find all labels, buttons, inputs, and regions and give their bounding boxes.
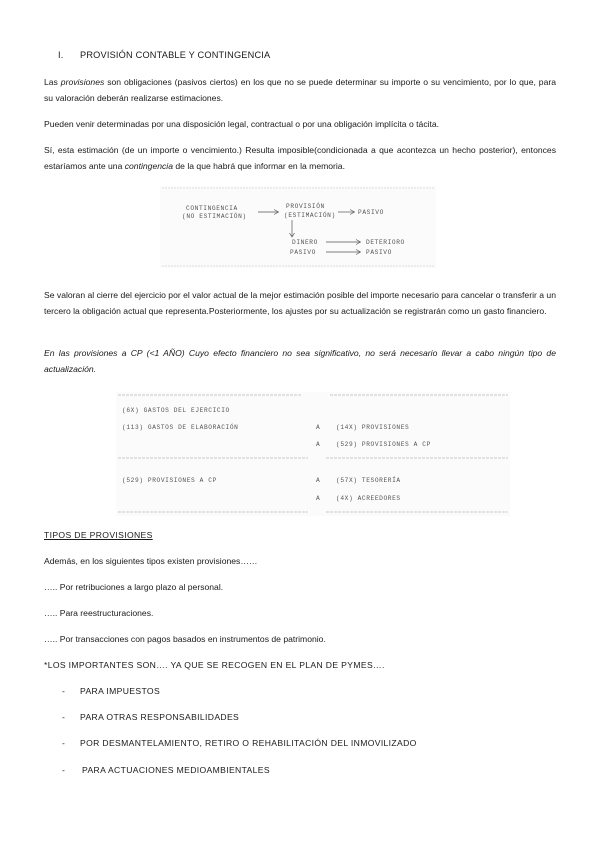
journal-row3-mid: A bbox=[316, 441, 321, 448]
journal-row5-right: (4X) ACREEDORES bbox=[336, 495, 401, 502]
diagram1-bottom-right-line2: PASIVO bbox=[366, 249, 392, 256]
tipo-item-retribuciones: ….. Por retribuciones a largo plazo al personal. bbox=[44, 582, 224, 592]
heading-number: I. bbox=[58, 50, 64, 60]
diagram1-left-line2: (NO ESTIMACIÓN) bbox=[182, 213, 247, 220]
diagram1-bottom-right-line1: DETERIORO bbox=[366, 239, 405, 246]
bullet-item-desmantelamiento: - POR DESMANTELAMIENTO, RETIRO O REHABILITACIÓN DEL INMOVILIZADO bbox=[62, 738, 417, 748]
journal-row4-right: (57X) TESORERÍA bbox=[336, 477, 401, 484]
paragraph-provisiones: Las provisiones son obligaciones (pasivos ciertos) en los que no se puede determinar su importe o su vencimiento, por lo que, para su valoración deberán realizarse estimaciones. bbox=[44, 77, 557, 103]
handwritten-journal-entries bbox=[116, 392, 510, 516]
diagram-contingency-svg bbox=[160, 186, 436, 268]
term-provisiones: provisiones bbox=[60, 77, 105, 87]
section-title-tipos: TIPOS DE PROVISIONES bbox=[44, 530, 153, 540]
bullet-item-impuestos: - PARA IMPUESTOS bbox=[62, 686, 161, 696]
diagram1-mid-line2: (ESTIMACIÓN) bbox=[284, 212, 336, 219]
diagram1-right-top: PASIVO bbox=[358, 209, 384, 216]
diagram1-bottom-left-line2: PASIVO bbox=[290, 249, 316, 256]
diagram1-bottom-left-line1: DINERO bbox=[292, 239, 318, 246]
journal-row5-mid: A bbox=[316, 495, 321, 502]
bullet-marker: - bbox=[62, 738, 66, 748]
paragraph-valoracion: Se valoran al cierre del ejercicio por el valor actual de la mejor estimación posible del importe necesario para cancelar o transferir a un tercero la obligación actual que representa.Posteriormente, los ajustes por su actualización se registrarán como un gasto financiero. bbox=[44, 290, 556, 316]
journal-row4-mid: A bbox=[316, 477, 321, 484]
bullet-marker: - bbox=[62, 686, 66, 696]
journal-row2-left: (113) GASTOS DE ELABORACIÓN bbox=[122, 424, 239, 431]
journal-row1-left: (6X) GASTOS DEL EJERCICIO bbox=[122, 407, 230, 414]
importantes-note: *LOS IMPORTANTES SON…. YA QUE SE RECOGEN EN EL PLAN DE PYMES…. bbox=[44, 660, 385, 670]
tipos-intro: Además, en los siguientes tipos existen provisiones…… bbox=[44, 556, 258, 566]
journal-row4-left: (529) PROVISIONES A CP bbox=[122, 477, 217, 484]
handwritten-diagram-contingency bbox=[160, 186, 436, 268]
tipo-item-reestructuraciones: ….. Para reestructuraciones. bbox=[44, 608, 154, 618]
term-contingencia: contingencia bbox=[124, 161, 173, 171]
bullet-marker: - bbox=[62, 712, 66, 722]
bullet-item-responsabilidades: - PARA OTRAS RESPONSABILIDADES bbox=[62, 712, 240, 722]
bullet-marker: - bbox=[62, 765, 66, 775]
tipo-item-transacciones: ….. Por transacciones con pagos basados en instrumentos de patrimonio. bbox=[44, 634, 326, 644]
paragraph-contingencia: Sí, esta estimación (de un importe o vencimiento.) Resulta imposible(condicionada a que acontezca un hecho posterior), entonces estaríamos ante una contingencia de la que habrá que informar en la memoria. bbox=[44, 145, 556, 171]
journal-row2-mid: A bbox=[316, 424, 321, 431]
diagram1-left-line1: CONTINGENCIA bbox=[186, 205, 238, 212]
diagram1-mid-line1: PROVISIÓN bbox=[286, 203, 325, 210]
paragraph-corto-plazo: En las provisiones a CP (<1 AÑO) Cuyo efecto financiero no sea significativo, no será necesario llevar a cabo ningún tipo de actualización. bbox=[44, 348, 556, 374]
journal-row3-right: (529) PROVISIONES A CP bbox=[336, 441, 431, 448]
bullet-item-medioambientales: - PARA ACTUACIONES MEDIOAMBIENTALES bbox=[62, 765, 270, 775]
section-heading bbox=[58, 50, 270, 60]
journal-row2-right: (14X) PROVISIONES bbox=[336, 424, 410, 431]
heading-title: PROVISIÓN CONTABLE Y CONTINGENCIA bbox=[80, 50, 271, 60]
journal-entries-svg bbox=[116, 392, 510, 516]
paragraph-determinadas: Pueden venir determinadas por una disposición legal, contractual o por una obligación implícita o tácita. bbox=[44, 119, 440, 129]
